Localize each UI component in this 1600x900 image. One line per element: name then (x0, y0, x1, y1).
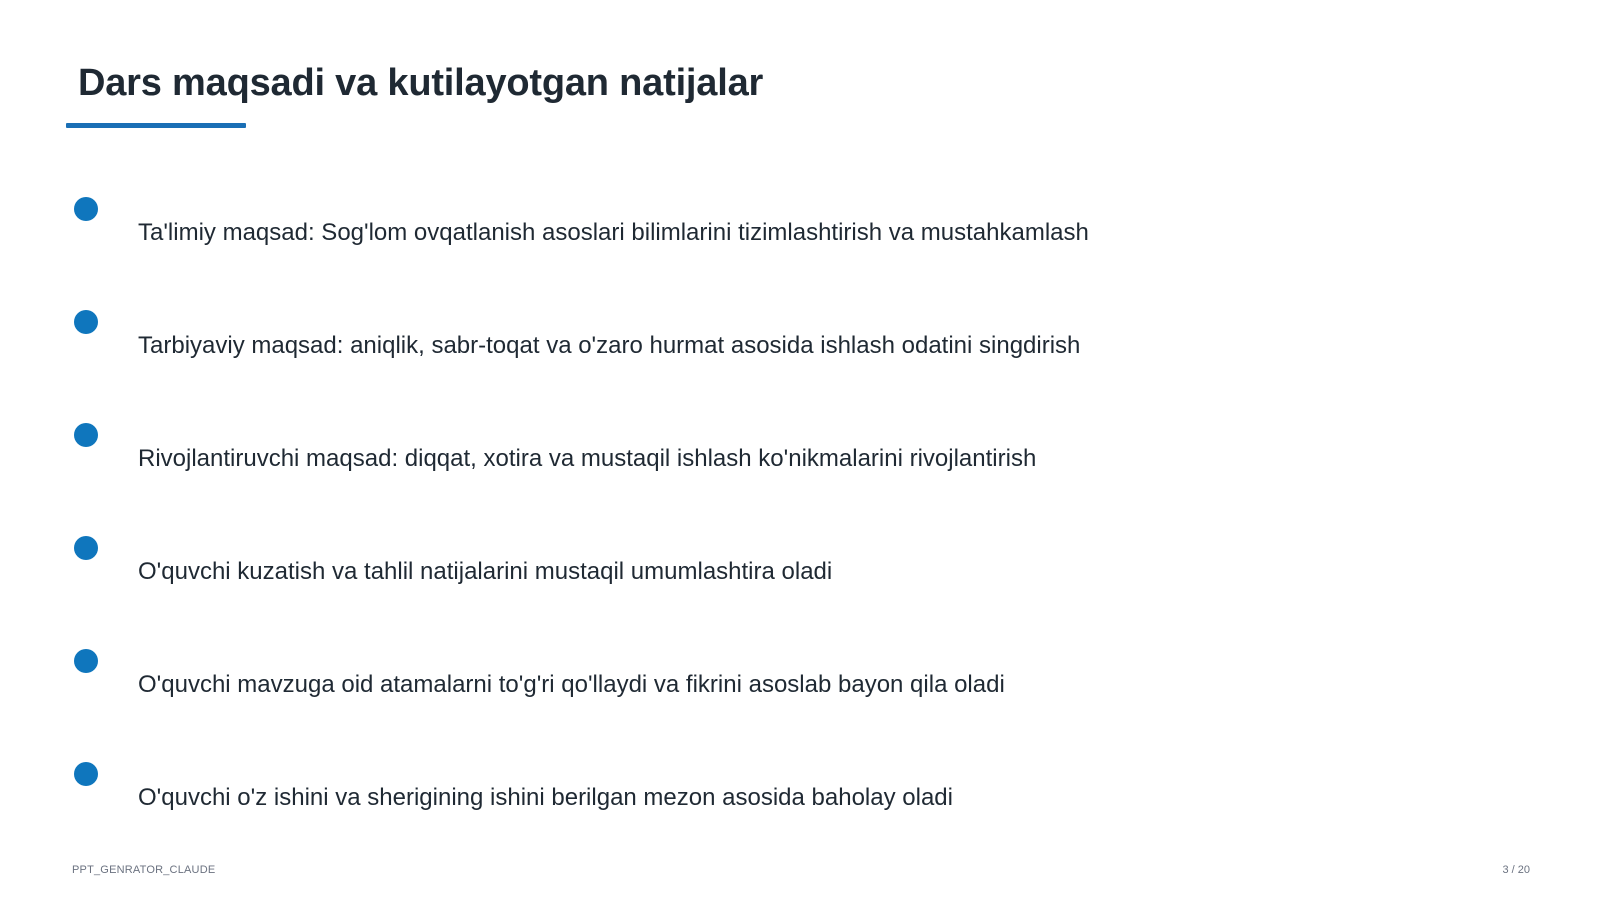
bullet-text: Ta'limiy maqsad: Sog'lom ovqatlanish asoslari bilimlarini tizimlashtirish va mustahkamlash (138, 219, 1089, 246)
bullet-text: O'quvchi kuzatish va tahlil natijalarini mustaqil umumlashtira oladi (138, 558, 833, 585)
bullet-dot-icon (74, 536, 98, 560)
bullet-dot-icon (74, 762, 98, 786)
list-item (0, 423, 1400, 483)
bullet-dot-icon (74, 197, 98, 221)
list-item (0, 310, 1400, 370)
bullet-text: Tarbiyaviy maqsad: aniqlik, sabr-toqat va o'zaro hurmat asosida ishlash odatini singdirish (138, 332, 1081, 359)
bullet-text: Rivojlantiruvchi maqsad: diqqat, xotira va mustaqil ishlash ko'nikmalarini rivojlantirish (138, 445, 1037, 472)
list-item (0, 762, 1400, 822)
bullet-dot-icon (74, 423, 98, 447)
list-item (0, 536, 1400, 596)
title-underline (66, 123, 246, 128)
bullet-dot-icon (74, 310, 98, 334)
slide-title: Dars maqsadi va kutilayotgan natijalar (78, 62, 764, 104)
footer-source-label: PPT_GENRATOR_CLAUDE (72, 864, 216, 876)
list-item (0, 197, 1400, 257)
bullet-text: O'quvchi o'z ishini va sherigining ishini berilgan mezon asosida baholay oladi (138, 784, 953, 811)
page-indicator: 3 / 20 (1502, 864, 1530, 876)
list-item (0, 649, 1400, 709)
bullet-text: O'quvchi mavzuga oid atamalarni to'g'ri qo'llaydi va fikrini asoslab bayon qila oladi (138, 671, 1005, 698)
bullet-dot-icon (74, 649, 98, 673)
